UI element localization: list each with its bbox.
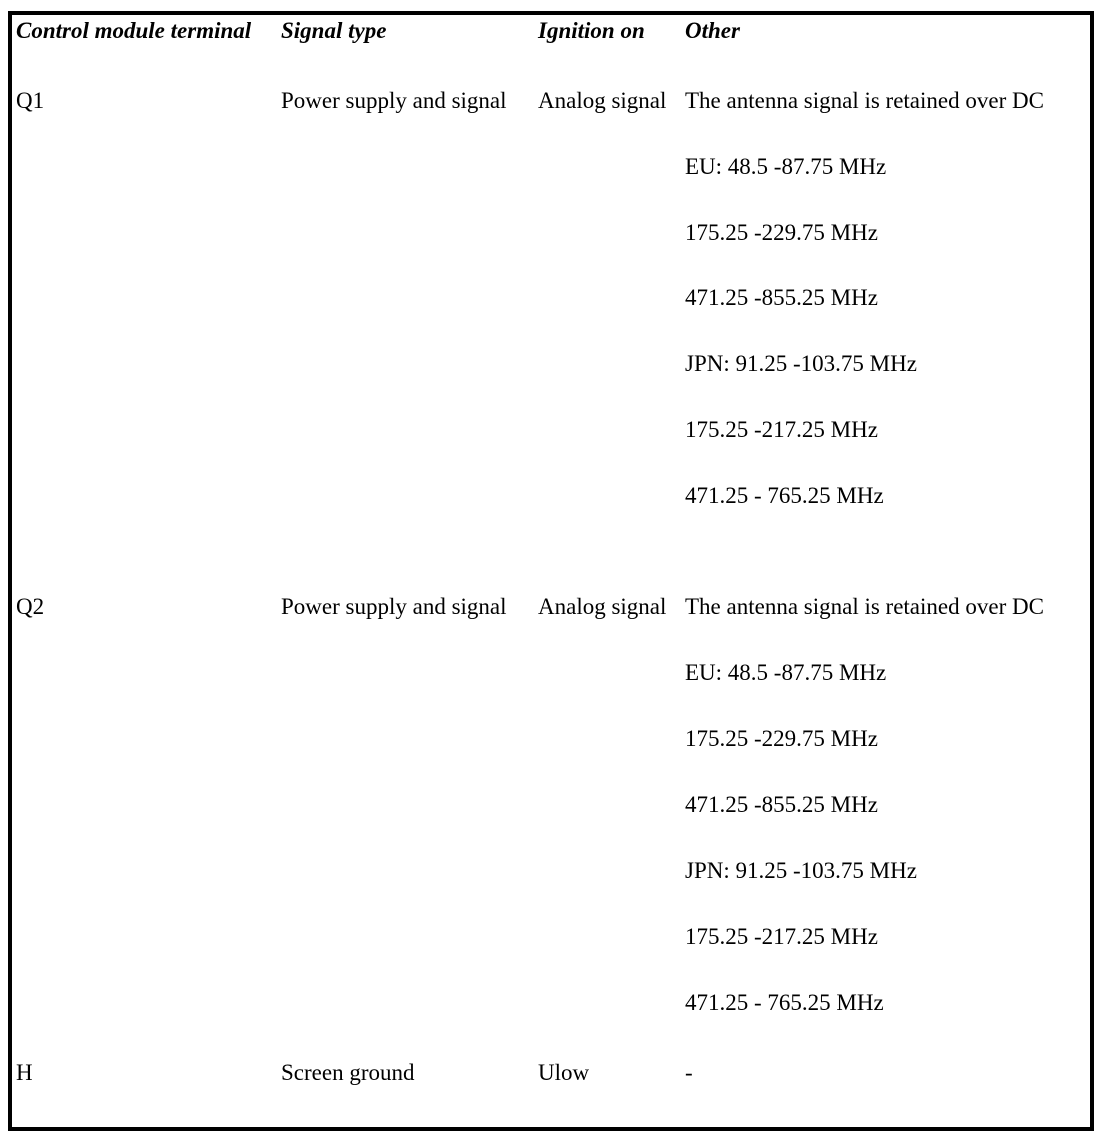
- row-q2-ignition-on: Analog signal: [538, 594, 667, 619]
- row-q2-signal-type: Power supply and signal: [281, 594, 507, 619]
- row-q1-other-line: 471.25 - 765.25 MHz: [685, 483, 884, 508]
- row-q2-other-line: 471.25 -855.25 MHz: [685, 792, 878, 817]
- row-h-other-line: -: [685, 1060, 693, 1085]
- header-ignition-on: Ignition on: [538, 18, 645, 43]
- row-q1-terminal: Q1: [16, 88, 45, 113]
- row-q2-other-line: 175.25 -229.75 MHz: [685, 726, 878, 751]
- row-q1-other-line: JPN: 91.25 -103.75 MHz: [685, 351, 917, 376]
- row-q2-other-line: EU: 48.5 -87.75 MHz: [685, 660, 887, 685]
- row-q1-other-line: EU: 48.5 -87.75 MHz: [685, 154, 887, 179]
- header-terminal: Control module terminal: [16, 18, 252, 43]
- header-other: Other: [685, 18, 740, 43]
- row-q1-other-line: 471.25 -855.25 MHz: [685, 285, 878, 310]
- row-q2-terminal: Q2: [16, 594, 45, 619]
- row-q2-other-line: 175.25 -217.25 MHz: [685, 924, 878, 949]
- row-h-ignition-on: Ulow: [538, 1060, 590, 1085]
- row-q1-signal-type: Power supply and signal: [281, 88, 507, 113]
- row-q2-other-line: 471.25 - 765.25 MHz: [685, 990, 884, 1015]
- row-h-terminal: H: [16, 1060, 33, 1085]
- row-h-signal-type: Screen ground: [281, 1060, 415, 1085]
- row-q1-other-line: 175.25 -217.25 MHz: [685, 417, 878, 442]
- row-q1-other-line: 175.25 -229.75 MHz: [685, 220, 878, 245]
- row-q1-ignition-on: Analog signal: [538, 88, 667, 113]
- row-q1-other-line: The antenna signal is retained over DC: [685, 88, 1044, 113]
- table-frame: [8, 11, 1094, 1131]
- row-q2-other-line: The antenna signal is retained over DC: [685, 594, 1044, 619]
- row-q2-other-line: JPN: 91.25 -103.75 MHz: [685, 858, 917, 883]
- header-signal-type: Signal type: [281, 18, 387, 43]
